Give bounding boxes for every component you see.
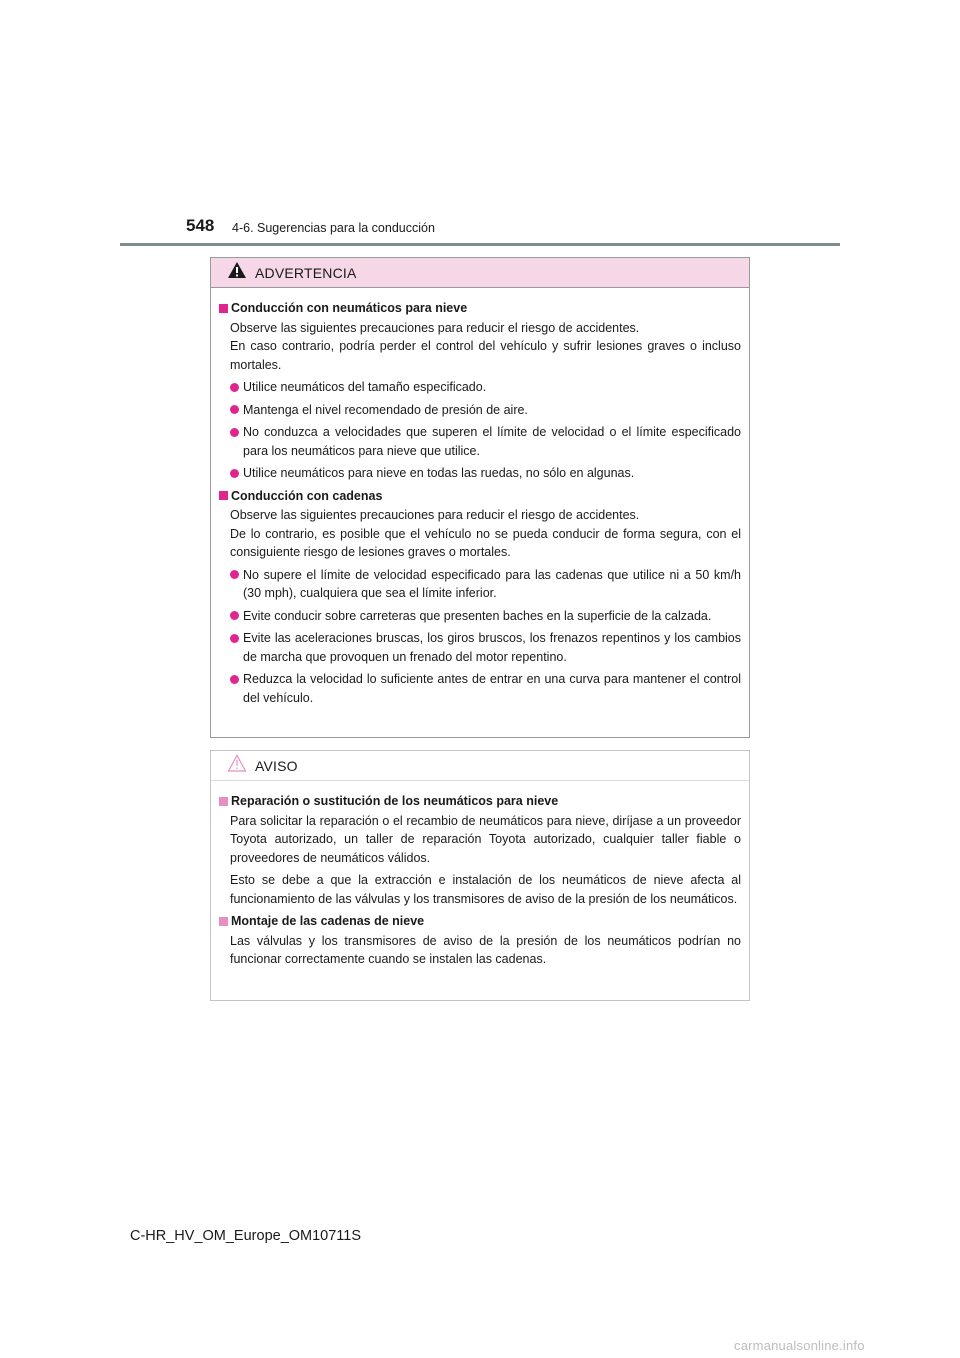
- list-item: Utilice neumáticos para nieve en todas las ruedas, no sólo en algunas.: [219, 464, 741, 483]
- list-item: Mantenga el nivel recomendado de presión de aire.: [219, 401, 741, 420]
- paragraph: Esto se debe a que la extracción e instalación de los neumáticos de nieve afecta al funcionamiento de las válvulas y los transmisores de aviso de la presión de los neumáticos.: [230, 873, 741, 906]
- list-item: No conduzca a velocidades que superen el límite de velocidad o el límite especificado para los neumáticos para nieve que utilice.: [219, 423, 741, 460]
- notice-title: AVISO: [255, 757, 298, 774]
- square-bullet-icon: [219, 491, 228, 500]
- list-item: Reduzca la velocidad lo suficiente antes de entrar en una curva para mantener el control del vehículo.: [219, 670, 741, 707]
- warning-triangle-filled-icon: [227, 261, 247, 284]
- paragraph: Observe las siguientes precauciones para reducir el riesgo de accidentes.: [230, 508, 640, 522]
- warning-body: [211, 288, 749, 707]
- notice-box-header: [211, 751, 749, 781]
- warning-triangle-outline-icon: [227, 754, 247, 777]
- dot-bullet-icon: [230, 428, 239, 437]
- paragraph: Observe las siguientes precauciones para reducir el riesgo de accidentes.: [230, 320, 640, 335]
- section-title: 4-6. Sugerencias para la conducción: [232, 221, 435, 235]
- notice-heading-repair: Reparación o sustitución de los neumáticos para nieve: [219, 792, 741, 811]
- page-number: 548: [186, 216, 215, 235]
- paragraph: Las válvulas y los transmisores de aviso de la presión de los neumáticos podrían no funcionar correctamente cuando se instalen las cadenas.: [230, 933, 741, 966]
- notice-heading-chains-mounting: Montaje de las cadenas de nieve: [219, 912, 741, 931]
- paragraph: En caso contrario, podría perder el control del vehículo y sufrir lesiones graves o incluso mortales.: [230, 339, 741, 372]
- warning-box-header: [211, 258, 749, 288]
- footer-document-code: C-HR_HV_OM_Europe_OM10711S: [130, 1228, 362, 1244]
- warning-title: ADVERTENCIA: [255, 264, 357, 281]
- notice-box: [210, 750, 750, 1001]
- list-item: Evite conducir sobre carreteras que presenten baches en la superficie de la calzada.: [219, 607, 741, 626]
- dot-bullet-icon: [230, 469, 239, 478]
- square-bullet-icon: [219, 797, 228, 806]
- list-item: Utilice neumáticos del tamaño especificado.: [219, 378, 741, 397]
- list-item: Evite las aceleraciones bruscas, los giros bruscos, los frenazos repentinos y los cambios de marcha que provoquen un frenado del motor repentino.: [219, 629, 741, 666]
- list-item: No supere el límite de velocidad especificado para las cadenas que utilice ni a 50 km/h (30 mph), cualquiera que sea el límite inferior.: [219, 566, 741, 603]
- watermark: carmanualsonline.info: [734, 1338, 865, 1353]
- square-bullet-icon: [219, 917, 228, 926]
- header-rule: [120, 243, 840, 246]
- dot-bullet-icon: [230, 611, 239, 620]
- paragraph: De lo contrario, es posible que el vehículo no se pueda conducir de forma segura, con el consiguiente riesgo de lesiones graves o mortales.: [230, 526, 741, 559]
- square-bullet-icon: [219, 304, 228, 313]
- dot-bullet-icon: [230, 383, 239, 392]
- dot-bullet-icon: [230, 634, 239, 643]
- warning-heading-chains: Conducción con cadenas: [219, 487, 741, 506]
- warning-heading-snow-tires: Conducción con neumáticos para nieve: [219, 299, 741, 318]
- warning-box: [210, 257, 750, 738]
- dot-bullet-icon: [230, 570, 239, 579]
- dot-bullet-icon: [230, 675, 239, 684]
- dot-bullet-icon: [230, 405, 239, 414]
- paragraph: Para solicitar la reparación o el recambio de neumáticos para nieve, diríjase a un proveedor Toyota autorizado, un taller de reparación Toyota autorizado, cualquier taller fiable o proveedores de neumáticos válidos.: [230, 813, 741, 865]
- notice-body: [211, 781, 749, 969]
